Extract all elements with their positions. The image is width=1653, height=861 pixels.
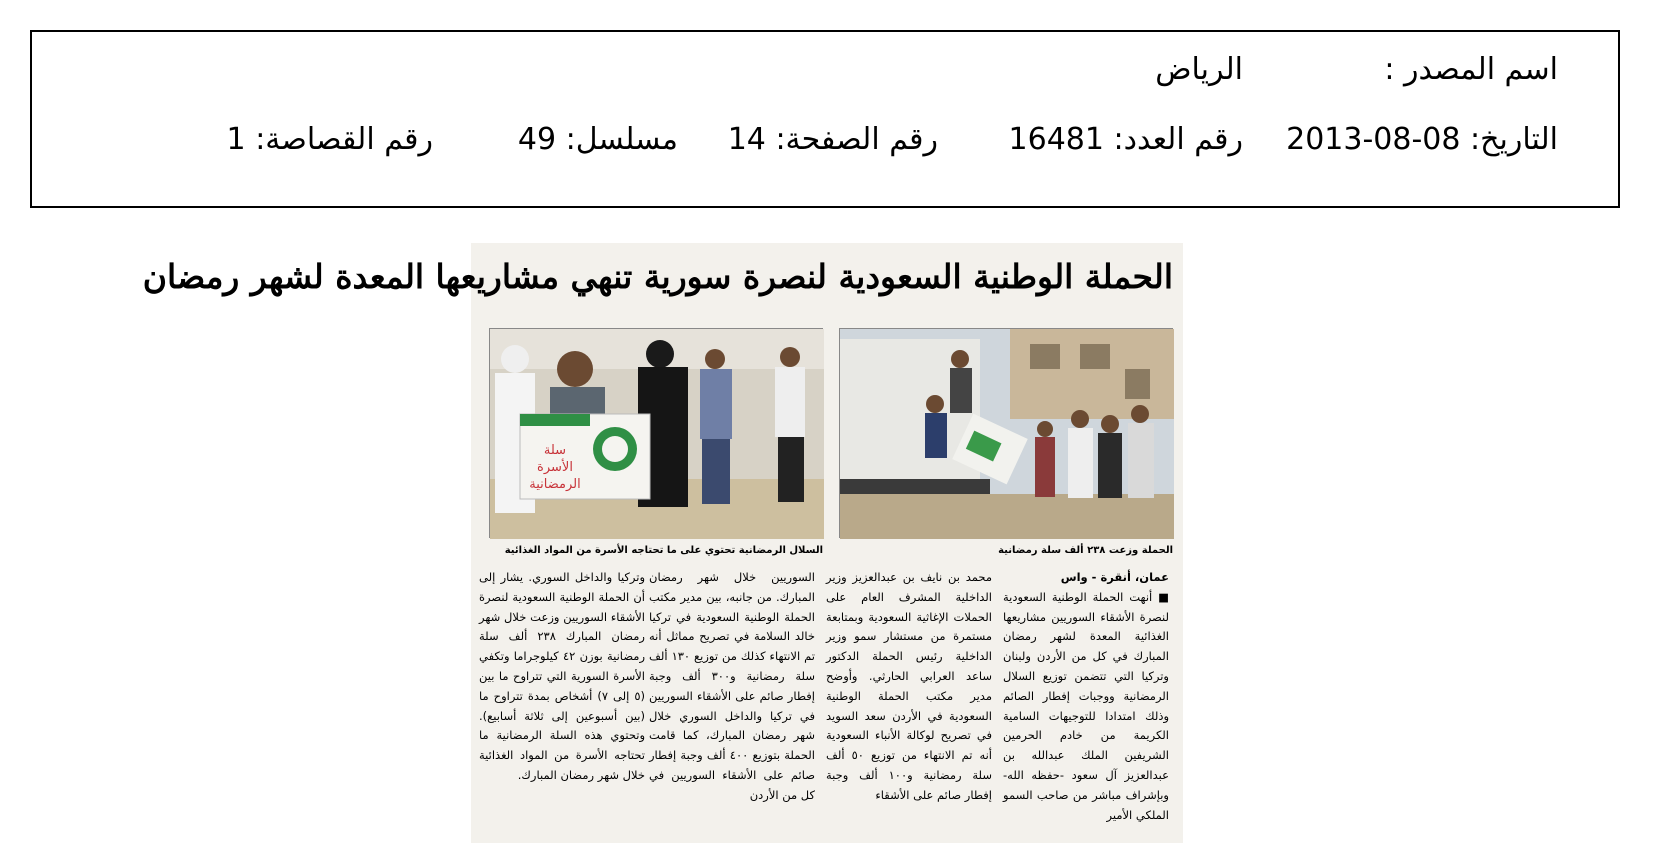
serial-value: 49: [517, 122, 557, 157]
article-column-4-text: وتركيا والداخل السوري. يشار إلى أن الحملة الوطنية السعودية لنصرة الأشقاء السوريين وزعت خلال شهر رمضان المبارك ٢٣٨ ألف سلة رمضانية بوزن ٤٢ كيلوجراما وتكفي الأسرة السورية التي تتراوح ما بين (٥ إلى ٧) أشخاص بمدة تتراوح ما (بين أسبوعين إلى ثلاثة أسابيع). وتحتوي هذه السلة الرمضانية ما تحتاجه الأسرة من المواد الغذائية خلال شهر رمضان المبارك.: [479, 570, 646, 782]
article-headline: الحملة الوطنية السعودية لنصرة سورية تنهي مشاريعها المعدة لشهر رمضان: [142, 257, 1173, 296]
photo-left-caption: السلال الرمضانية تحتوي على ما تحتاجه الأسرة من المواد الغذائية: [504, 545, 823, 556]
box-text-line3: الرمضانية: [529, 477, 581, 492]
serial-field: [518, 122, 678, 157]
clip-number-field: [227, 122, 433, 157]
truck-distribution-image: [840, 329, 1174, 539]
article-column-2: [826, 568, 992, 840]
date-value: 2013-08-08: [1286, 122, 1461, 157]
article-column-3-text: السوريين خلال شهر رمضان المبارك. من جانبه، بين مدير مكتب الحملة الوطنية السعودية في تركيا خالد السلامة في تصريح مماثل أنه تم الانتهاء كذلك من توزيع ١٣٠ ألف سلة رمضانية و٣٠٠ ألف وجبة إفطار صائم على الأشقاء السوريين في تركيا والداخل السوري خلال شهر رمضان المبارك، كما قامت الحملة بتوزيع ٤٠٠ ألف وجبة إفطار صائم على الأشقاء السوريين في كل من الأردن: [649, 570, 815, 802]
photo-boy-with-box: [489, 328, 823, 538]
photo-truck-distribution: [839, 328, 1173, 538]
article-column-4: [479, 568, 645, 840]
article-dateline: عمان، أنقرة - واس: [1060, 570, 1169, 584]
issue-value: 16481: [1008, 122, 1104, 157]
page-field: [728, 122, 938, 157]
source-label: اسم المصدر :: [1384, 52, 1558, 87]
date-field: [1286, 122, 1558, 157]
serial-label: مسلسل:: [565, 122, 678, 157]
article-column-3: [649, 568, 815, 840]
page-value: 14: [727, 122, 766, 157]
box-text-line1: سلة: [543, 443, 567, 458]
article-column-2-text: محمد بن نايف بن عبدالعزيز وزير الداخلية المشرف العام على الحملات الإغاثية السعودية وبمتابعة مستمرة من مستشار سمو وزير الداخلية رئيس الحملة الدكتور ساعد العرابي الحارثي. وأوضح مدير مكتب الحملة الوطنية السعودية في الأردن سعد السويد في تصريح لوكالة الأنباء السعودية أنه تم الانتهاء من توزيع ٥٠ ألف سلة رمضانية و١٠٠ ألف وجبة إفطار صائم على الأشقاء: [826, 570, 993, 802]
newspaper-clipping: [142, 243, 1183, 843]
clipping-info-box: [30, 30, 1620, 208]
source-value-row: [1155, 52, 1243, 87]
issue-field: [1009, 122, 1243, 157]
clip-number-value: 1: [226, 122, 246, 157]
date-label: التاريخ:: [1470, 122, 1558, 157]
issue-label: رقم العدد:: [1113, 122, 1243, 157]
source-value: الرياض: [1155, 52, 1243, 87]
box-text-line2: الأسرة: [537, 460, 573, 475]
clip-number-label: رقم القصاصة:: [255, 122, 433, 157]
source-row: [1384, 52, 1558, 87]
article-column-1-text: ■ أنهت الحملة الوطنية السعودية لنصرة الأشقاء السوريين مشاريعها الغذائية المعدة لشهر رمضان المبارك في كل من الأردن ولبنان وتركيا التي تتضمن توزيع السلال الرمضانية ووجبات إفطار الصائم وذلك امتدادا للتوجيهات السامية الكريمة من خادم الحرمين الشريفين الملك عبدالله بن عبدالعزيز آل سعود -حفظه الله- وبإشراف مباشر من صاحب السمو الملكي الأمير: [1003, 589, 1169, 822]
page-label: رقم الصفحة:: [775, 122, 938, 157]
article-column-1: [1003, 568, 1169, 840]
boy-with-box-image: [490, 329, 824, 539]
photo-right-caption: الحملة وزعت ٢٣٨ ألف سلة رمضانية: [998, 545, 1173, 556]
